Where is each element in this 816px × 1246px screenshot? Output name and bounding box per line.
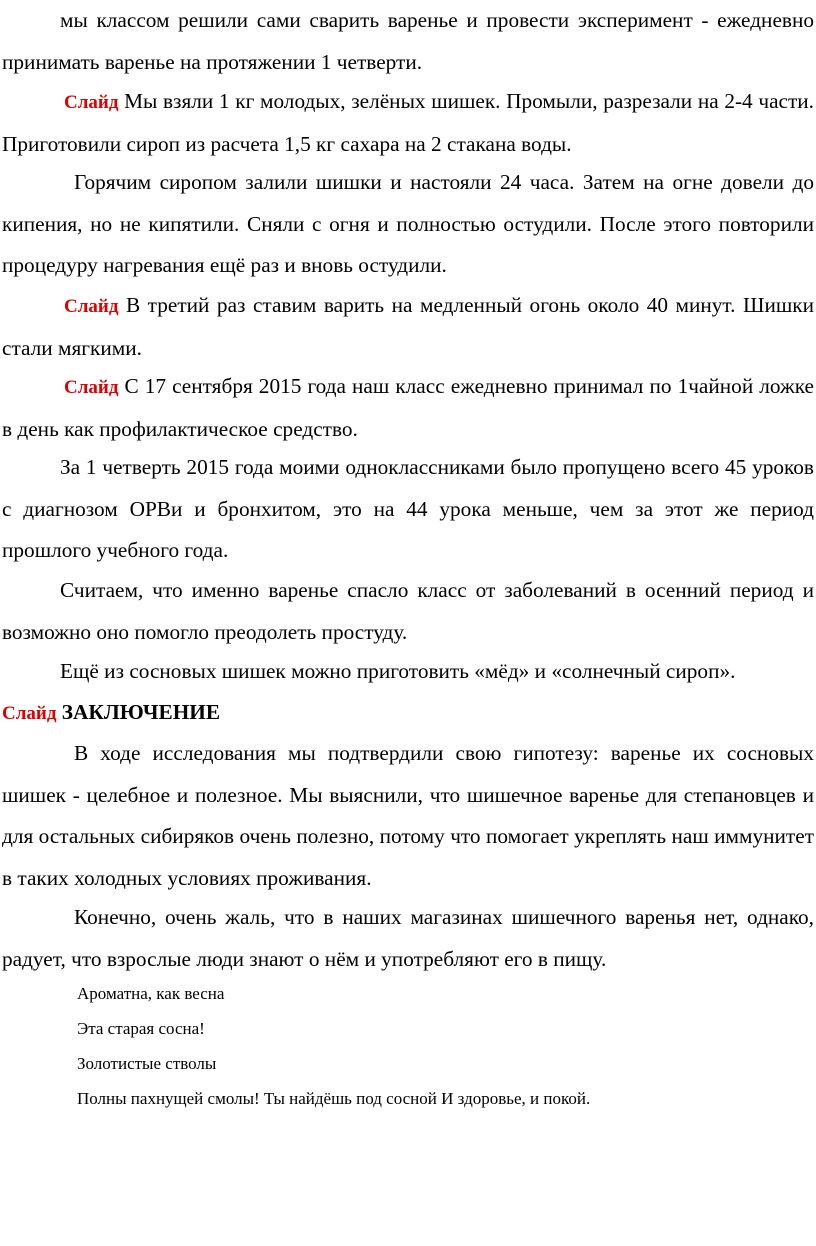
paragraph-text: Мы взяли 1 кг молодых, зелёных шишек. Промыли, разрезали на 2-4 части. Приготовили сироп из расчета 1,5 кг сахара на 2 стакана воды. [2,89,814,156]
paragraph-daily-intake [2,366,814,450]
slide-marker: Слайд [64,92,119,113]
paragraph-text: мы классом решили сами сварить варенье и провести эксперимент - ежедневно принимать варенье на протяжении 1 четверти. [2,8,814,74]
paragraph-text: Ещё из сосновых шишек можно приготовить «мёд» и «солнечный сироп». [60,659,736,683]
paragraph-recipe [2,81,814,165]
poem-line: Эта старая сосна! [77,1019,205,1038]
paragraph-experiment-intro [2,0,814,83]
paragraph-syrup [2,162,814,287]
paragraph-text: В третий раз ставим варить на медленный огонь около 40 минут. Шишки стали мягкими. [2,293,814,360]
slide-marker: Слайд [64,377,119,398]
paragraph-results [2,447,814,572]
conclusion-heading: ЗАКЛЮЧЕНИЕ [61,700,221,724]
paragraph-text: Конечно, очень жаль, что в наших магазинах шишечного варенья нет, однако, радует, что взрослые люди знают о нём и употребляют его в пищу. [2,905,814,971]
paragraph-text: За 1 четверть 2015 года моими одноклассниками было пропущено всего 45 уроков с диагнозом ОРВи и бронхитом, это на 44 урока меньше, чем за этот же период прошлого учебного года. [2,455,814,562]
slide-marker: Слайд [2,703,57,724]
poem-line: Полны пахнущей смолы! Ты найдёшь под сосной И здоровье, и покой. [77,1089,591,1108]
slide-marker: Слайд [64,296,119,317]
poem-line: Золотистые стволы [77,1054,217,1073]
poem-line: Ароматна, как весна [77,984,225,1003]
paragraph-text: В ходе исследования мы подтвердили свою гипотезу: варенье их сосновых шишек - целебное и полезное. Мы выяснили, что шишечное варенье для степановцев и для остальных сибиряков очень полезно, потому что помогает укреплять наш иммунитет в таких холодных условиях проживания. [2,741,814,890]
paragraph-text: С 17 сентября 2015 года наш класс ежедневно принимал по 1чайной ложке в день как профилактическое средство. [2,374,814,441]
conclusion-heading-line [2,692,814,735]
paragraph-text: Считаем, что именно варенье спасло класс от заболеваний в осенний период и возможно оно помогло преодолеть простуду. [2,578,814,644]
paragraph-hypothesis [2,733,814,899]
paragraph-shops [2,897,814,980]
paragraph-third-boil [2,285,814,369]
paragraph-honey [2,651,814,693]
paragraph-text: Горячим сиропом залили шишки и настояли 24 часа. Затем на огне довели до кипения, но не кипятили. Сняли с огня и полностью остудили. После этого повторили процедуру нагревания ещё раз и вновь остудили. [2,170,814,277]
paragraph-conclusion-intro [2,570,814,653]
